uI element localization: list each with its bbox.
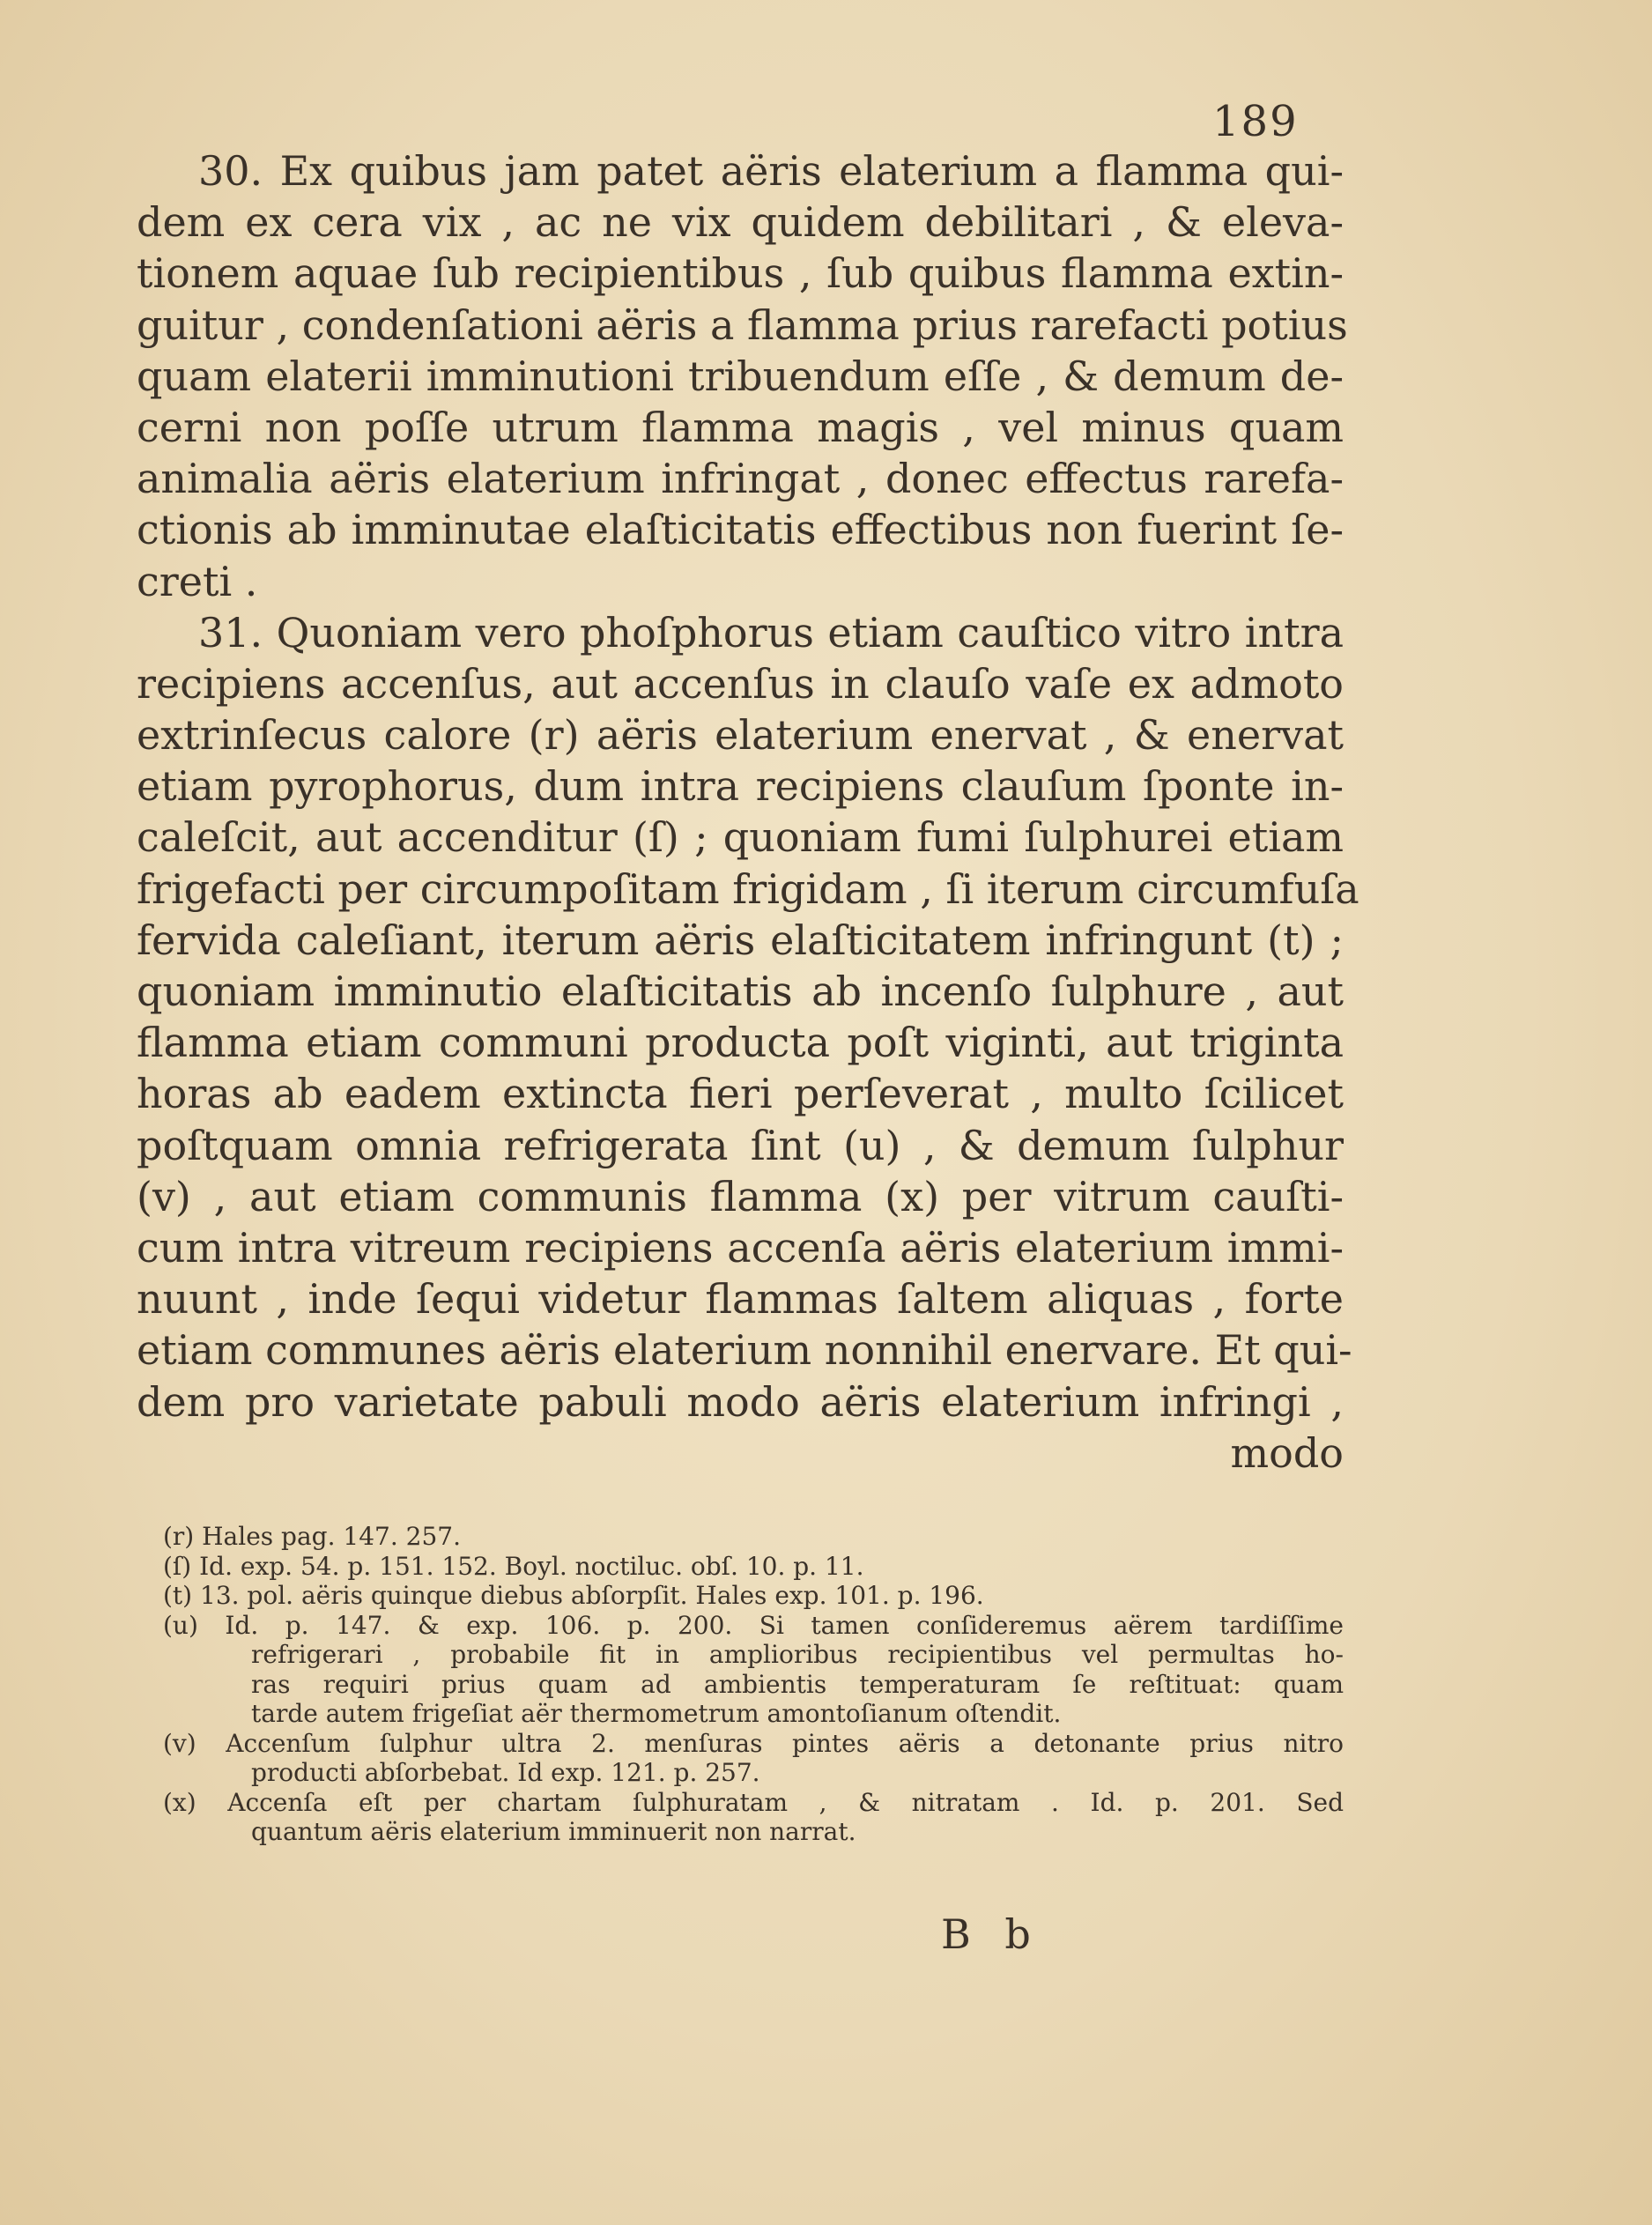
signature-mark: B b: [941, 1910, 1041, 1958]
text-line: quoniam imminutio elaſticitatis ab incenſo ſulphure , aut: [137, 968, 1344, 1015]
text-line: flamma etiam communi producta poſt viginti, aut triginta: [137, 1019, 1344, 1067]
text-line: ctionis ab imminutae elaſticitatis effectibus non fuerint ſe-: [137, 506, 1344, 554]
footnote-line: refrigerari , probabile fit in amplioribus recipientibus vel permultas ho-: [251, 1640, 1344, 1669]
text-line: creti .: [137, 557, 258, 605]
text-line: cerni non poſſe utrum flamma magis , vel minus quam: [137, 403, 1344, 451]
catchword: modo: [1230, 1428, 1344, 1477]
main-text: [137, 145, 1359, 1479]
footnote-line: (u) Id. p. 147. & exp. 106. p. 200. Si tamen conſideremus aërem tardiſſime: [163, 1610, 1344, 1640]
text-line: recipiens accenſus, aut accenſus in clauſo vaſe ex admoto: [137, 659, 1344, 708]
footnote-line: quantum aëris elaterium imminuerit non narrat.: [251, 1817, 856, 1846]
text-line: dem pro varietate pabuli modo aëris elaterium infringi ,: [137, 1377, 1344, 1426]
footnote-line: producti abſorbebat. Id exp. 121. p. 257.: [251, 1758, 760, 1787]
text-line: extrinſecus calore (r) aëris elaterium enervat , & enervat: [137, 711, 1344, 760]
footnote-line: (v) Accenſum ſulphur ultra 2. menſuras pintes aëris a detonante prius nitro: [163, 1728, 1344, 1758]
footnote-line: (x) Accenſa eſt per chartam ſulphuratam , & nitratam . Id. p. 201. Sed: [163, 1787, 1344, 1817]
footnotes: [163, 1522, 1344, 1847]
text-line: fervida caleſiant, iterum aëris elaſticitatem infringunt (t) ;: [137, 916, 1344, 964]
text-line: caleſcit, aut accenditur (ſ) ; quoniam fumi ſulphurei etiam: [137, 813, 1344, 862]
text-line: dem ex cera vix , ac ne vix quidem debilitari , & eleva-: [137, 198, 1344, 247]
text-line: cum intra vitreum recipiens accenſa aëris elaterium immi-: [137, 1223, 1344, 1272]
text-line: (v) , aut etiam communis flamma (x) per vitrum cauſti-: [137, 1172, 1344, 1220]
footnote-line: ras requiri prius quam ad ambientis temperaturam ſe reſtituat: quam: [251, 1669, 1344, 1699]
text-line: nuunt , inde ſequi videtur flammas ſaltem aliquas , forte: [137, 1275, 1344, 1324]
page-number: 189: [1212, 97, 1299, 146]
text-line: etiam communes aëris elaterium nonnihil enervare. Et qui-: [137, 1326, 1352, 1375]
text-line: poſtquam omnia refrigerata ſint (u) , & demum ſulphur: [137, 1121, 1344, 1169]
footnote-line: (t) 13. pol. aëris quinque diebus abſorpſit. Hales exp. 101. p. 196.: [163, 1581, 984, 1610]
text-line: animalia aëris elaterium infringat , donec effectus rarefa-: [137, 455, 1344, 503]
footnote-line: (r) Hales pag. 147. 257.: [163, 1522, 461, 1551]
text-line: guitur , condenſationi aëris a flamma prius rarefacti potius: [137, 300, 1348, 349]
text-line: quam elaterii imminutioni tribuendum eſſe , & demum de-: [137, 352, 1344, 400]
text-line: horas ab eadem extincta fieri perſeverat , multo ſcilicet: [137, 1070, 1344, 1118]
text-line: 31. Quoniam vero phoſphorus etiam cauſtico vitro intra: [198, 608, 1344, 656]
footnote-line: (ſ) Id. exp. 54. p. 151. 152. Boyl. noctiluc. obſ. 10. p. 11.: [163, 1551, 864, 1581]
footnote-line: tarde autem frigeſiat aër thermometrum amontoſianum oſtendit.: [251, 1699, 1062, 1728]
text-line: tionem aquae ſub recipientibus , ſub quibus flamma extin-: [137, 249, 1344, 298]
text-line: etiam pyrophorus, dum intra recipiens clauſum ſponte in-: [137, 762, 1344, 811]
text-line: 30. Ex quibus jam patet aëris elaterium a flamma qui-: [198, 147, 1344, 195]
text-line: frigefacti per circumpoſitam frigidam , ſi iterum circumfuſa: [137, 864, 1359, 913]
